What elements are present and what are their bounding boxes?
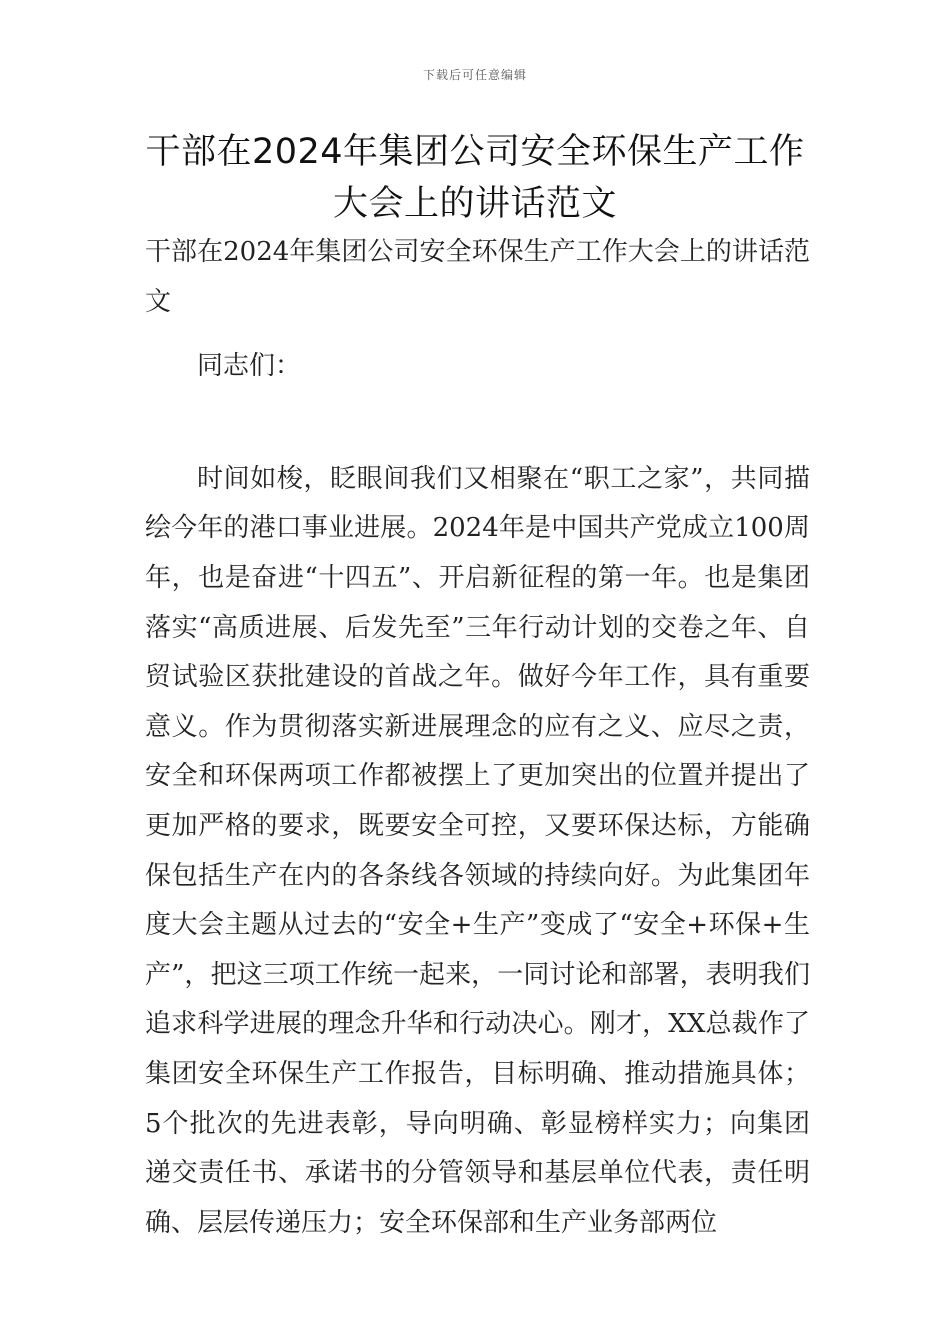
document-title: 干部在2024年集团公司安全环保生产工作大会上的讲话范文 bbox=[145, 132, 805, 224]
document-body bbox=[145, 228, 810, 1248]
body-paragraph: 时间如梭，眨眼间我们又相聚在“职工之家”，共同描绘今年的港口事业进展。2024年是中国共产党成立100周年，也是奋进“十四五”、开启新征程的第一年。也是集团落实“高质进展、后发先至”三年行动计划的交卷之年、自贸试验区获批建设的首战之年。做好今年工作，具有重要意义。作为贯彻落实新进展理念的应有之义、应尽之责，安全和环保两项工作都被摆上了更加突出的位置并提出了更加严格的要求，既要安全可控，又要环保达标，方能确保包括生产在内的各条线各领域的持续向好。为此集团年度大会主题从过去的“安全+生产”变成了“安全+环保+生产”，把这三项工作统一起来，一同讨论和部署，表明我们追求科学进展的理念升华和行动决心。刚才，XX总裁作了集团安全环保生产工作报告，目标明确、推动措施具体；5个批次的先进表彰，导向明确、彰显榜样实力；向集团递交责任书、承诺书的分管领导和基层单位代表，责任明确、层层传递压力；安全环保部和生产业务部两位 bbox=[145, 463, 810, 1238]
header-note: 下载后可任意编辑 bbox=[422, 68, 527, 82]
salutation: 同志们： bbox=[197, 351, 302, 382]
document-subtitle: 干部在2024年集团公司安全环保生产工作大会上的讲话范文 bbox=[145, 237, 810, 317]
